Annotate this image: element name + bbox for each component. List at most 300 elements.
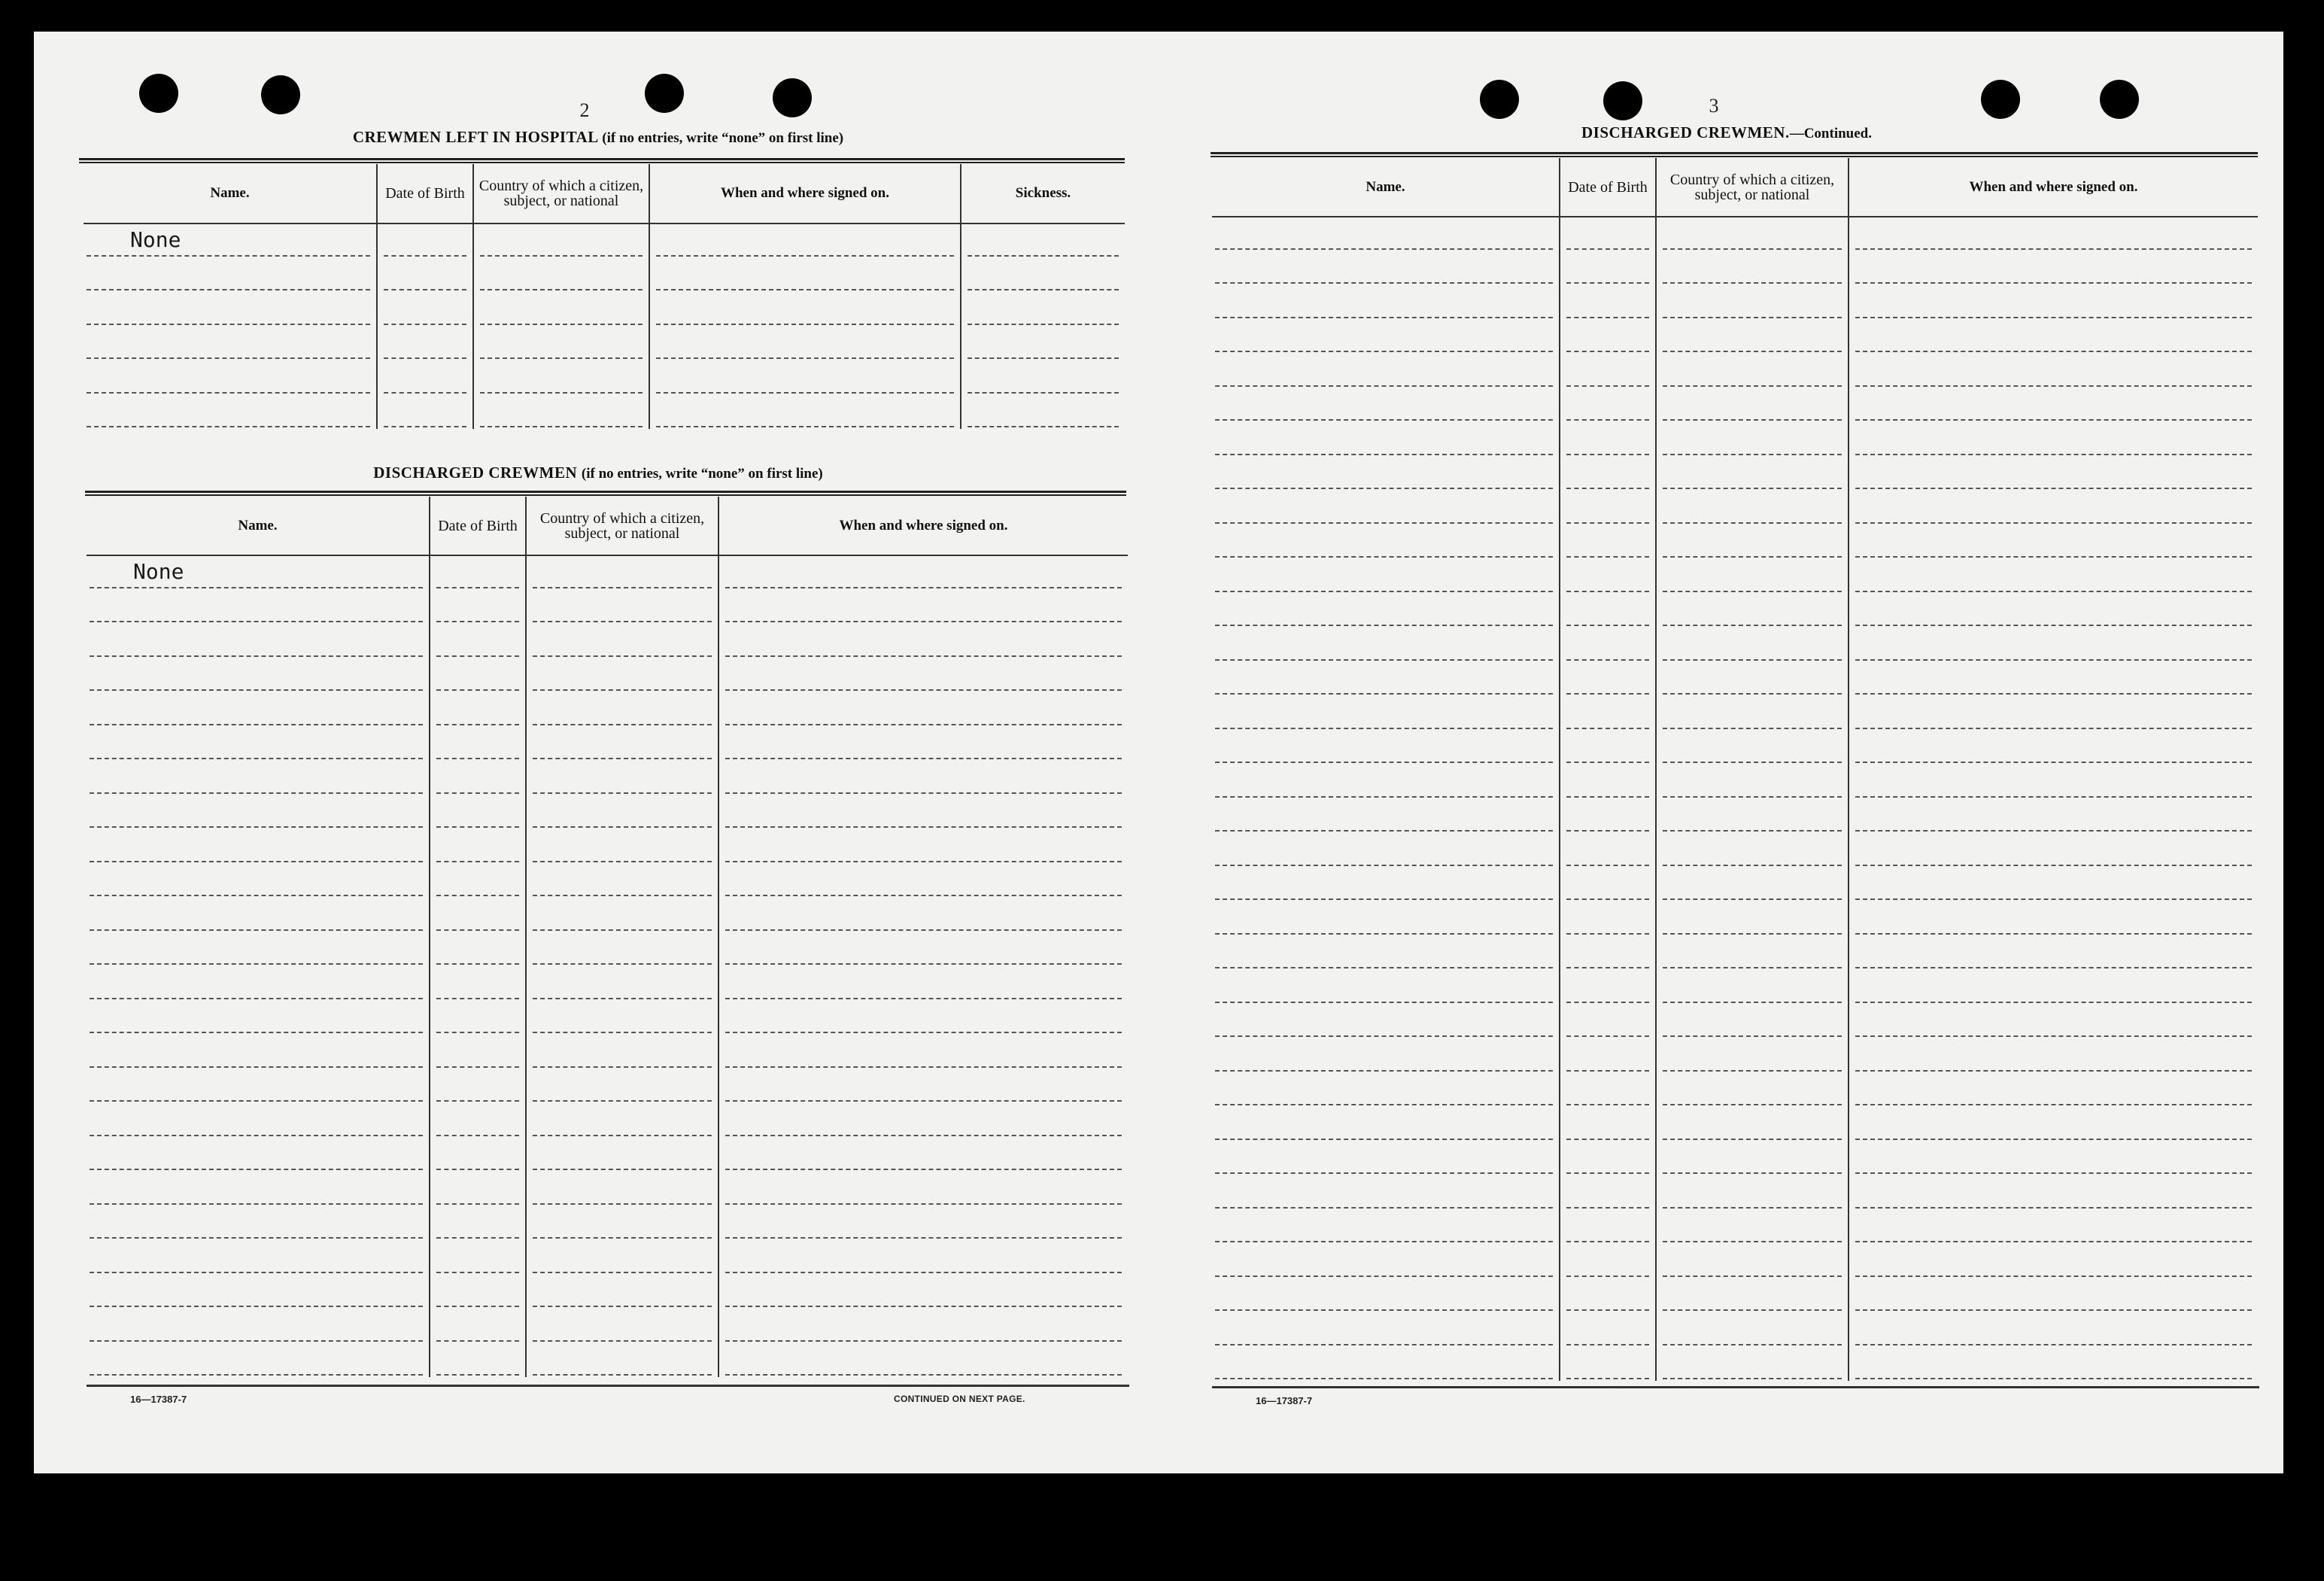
name-cell (84, 395, 377, 430)
table-cell (649, 327, 961, 361)
table-cell (649, 258, 961, 293)
col-date-of-birth: Date of Birth (1560, 158, 1656, 217)
table-row (87, 1240, 1128, 1275)
table-cell (649, 292, 961, 327)
name-cell (1212, 285, 1560, 320)
table-row (1212, 1278, 2258, 1313)
table-cell (718, 590, 1128, 625)
section-rule (79, 158, 1125, 163)
table-cell (1849, 901, 2258, 936)
table-cell (526, 1275, 718, 1309)
table-row (1212, 731, 2258, 765)
table-row (1212, 1244, 2258, 1278)
name-cell (87, 692, 430, 727)
table-cell (961, 327, 1125, 361)
punch-hole (1603, 81, 1642, 120)
table-cell (1656, 1312, 1849, 1347)
table-cell (1849, 1278, 2258, 1313)
name-cell (1212, 1175, 1560, 1210)
table-row (1212, 559, 2258, 594)
table-row (84, 360, 1125, 395)
table-cell (1560, 388, 1656, 423)
table-cell (1560, 1210, 1656, 1245)
table-cell (526, 1069, 718, 1104)
table-cell (1656, 388, 1849, 423)
table-row (87, 1138, 1128, 1172)
table-row (1212, 970, 2258, 1005)
table-cell (1656, 457, 1849, 491)
table-cell (430, 966, 526, 1001)
table-cell (526, 1172, 718, 1206)
name-cell (87, 1275, 430, 1309)
table-cell (1656, 1175, 1849, 1210)
name-cell (1212, 388, 1560, 423)
table-cell (961, 395, 1125, 430)
name-cell (87, 1001, 430, 1035)
table-cell (526, 1206, 718, 1241)
table-cell (1656, 731, 1849, 765)
name-cell (1212, 1312, 1560, 1347)
table-row (84, 395, 1125, 430)
table-row (87, 1103, 1128, 1138)
table-cell (718, 1240, 1128, 1275)
table-cell (377, 292, 473, 327)
first-line-entry: None (130, 227, 181, 252)
table-cell (1849, 1210, 2258, 1245)
name-cell (1212, 731, 1560, 765)
table-cell (1560, 936, 1656, 971)
name-cell (1212, 491, 1560, 525)
table-cell (718, 727, 1128, 762)
table-cell (718, 692, 1128, 727)
table-row (1212, 1107, 2258, 1142)
table-cell (1849, 868, 2258, 902)
table-cell (1560, 970, 1656, 1005)
discharged-title-main: DISCHARGED CREWMEN (373, 464, 578, 482)
table-row (1212, 1142, 2258, 1176)
table-cell (377, 360, 473, 395)
table-cell (1560, 217, 1656, 251)
table-cell (1849, 1312, 2258, 1347)
table-cell (1849, 491, 2258, 525)
table-row (1212, 868, 2258, 902)
table-row (1212, 936, 2258, 971)
table-cell (1849, 1038, 2258, 1073)
table-cell (1849, 731, 2258, 765)
name-cell (87, 1069, 430, 1104)
table-cell (430, 1103, 526, 1138)
table-row (1212, 1210, 2258, 1245)
name-cell (87, 727, 430, 762)
table-cell (526, 555, 718, 590)
punch-hole (645, 74, 684, 113)
table-cell (1849, 1175, 2258, 1210)
section-rule (1211, 152, 2258, 157)
table-cell (1656, 251, 1849, 286)
table-cell (430, 1138, 526, 1172)
table-cell (1656, 970, 1849, 1005)
table-row (1212, 1175, 2258, 1210)
table-cell (1560, 285, 1656, 320)
name-cell (1212, 662, 1560, 697)
table-cell (1560, 1347, 1656, 1382)
page-number: 3 (1709, 95, 1719, 117)
col-sickness: Sickness. (961, 164, 1125, 223)
table-cell (649, 360, 961, 395)
table-row (1212, 388, 2258, 423)
table-cell (1656, 765, 1849, 799)
name-cell (87, 1172, 430, 1206)
table-row (1212, 422, 2258, 457)
table-row (1212, 217, 2258, 251)
name-cell (84, 223, 377, 258)
form-code: 16—17387-7 (130, 1394, 187, 1405)
table-cell (718, 966, 1128, 1001)
name-cell (1212, 696, 1560, 731)
table-cell (473, 258, 649, 293)
name-cell (1212, 1244, 1560, 1278)
name-cell (87, 1035, 430, 1069)
table-cell (1656, 559, 1849, 594)
table-cell (1849, 559, 2258, 594)
col-date-of-birth: Date of Birth (430, 497, 526, 555)
table-row (87, 1309, 1128, 1343)
name-cell (84, 327, 377, 361)
punch-hole (1480, 80, 1519, 119)
table-row (1212, 1312, 2258, 1347)
table-row (1212, 491, 2258, 525)
table-cell (1849, 628, 2258, 662)
table-cell (1560, 1142, 1656, 1176)
bottom-rule (87, 1385, 1129, 1387)
table-row (87, 761, 1128, 795)
table-cell (1656, 594, 1849, 628)
name-cell (1212, 901, 1560, 936)
table-row (1212, 799, 2258, 834)
table-cell (526, 795, 718, 830)
table-cell (526, 727, 718, 762)
name-cell (1212, 354, 1560, 388)
table-cell (526, 590, 718, 625)
discharged-section-title (34, 464, 1162, 482)
table-cell (1849, 936, 2258, 971)
table-row (84, 327, 1125, 361)
name-cell (1212, 217, 1560, 251)
table-cell (430, 1240, 526, 1275)
punch-hole (1981, 80, 2020, 119)
table-row (1212, 696, 2258, 731)
col-name: Name. (84, 164, 377, 223)
table-row (1212, 354, 2258, 388)
col-name: Name. (87, 497, 430, 555)
name-cell (87, 624, 430, 658)
discharged-continued-title-suffix: —Continued. (1789, 126, 1872, 141)
table-row (1212, 833, 2258, 868)
table-cell (1849, 1142, 2258, 1176)
name-cell (87, 898, 430, 932)
table-cell (473, 292, 649, 327)
table-cell (718, 1343, 1128, 1378)
name-cell (87, 590, 430, 625)
table-cell (1656, 285, 1849, 320)
table-cell (473, 360, 649, 395)
name-cell (1212, 251, 1560, 286)
punch-hole (2100, 80, 2139, 119)
table-cell (430, 1069, 526, 1104)
name-cell (87, 966, 430, 1001)
discharged-continued-table (1212, 158, 2258, 1381)
table-cell (1656, 1038, 1849, 1073)
table-cell (1560, 1244, 1656, 1278)
name-cell (1212, 1142, 1560, 1176)
right-page (1170, 32, 2283, 1473)
table-row (87, 555, 1128, 590)
table-cell (526, 1240, 718, 1275)
table-row (87, 1069, 1128, 1104)
col-date-of-birth: Date of Birth (377, 164, 473, 223)
table-cell (1560, 1312, 1656, 1347)
table-cell (1656, 696, 1849, 731)
table-cell (1560, 1278, 1656, 1313)
table-cell (526, 1035, 718, 1069)
table-row (87, 1172, 1128, 1206)
discharged-continued-title (1290, 123, 2163, 142)
table-cell (1560, 1175, 1656, 1210)
table-cell (1560, 901, 1656, 936)
table-cell (718, 795, 1128, 830)
table-cell (1656, 628, 1849, 662)
table-row (1212, 628, 2258, 662)
name-cell (87, 1103, 430, 1138)
table-row (87, 795, 1128, 830)
table-row (1212, 285, 2258, 320)
table-cell (526, 658, 718, 693)
table-cell (1560, 1073, 1656, 1108)
table-cell (1849, 1347, 2258, 1382)
name-cell (87, 829, 430, 864)
table-cell (1656, 491, 1849, 525)
table-cell (1849, 354, 2258, 388)
table-cell (1560, 833, 1656, 868)
table-cell (718, 1001, 1128, 1035)
table-row (87, 1001, 1128, 1035)
table-cell (1656, 1142, 1849, 1176)
table-cell (1656, 422, 1849, 457)
table-cell (1849, 1244, 2258, 1278)
table-cell (718, 1035, 1128, 1069)
table-cell (526, 1343, 718, 1378)
table-cell (718, 624, 1128, 658)
table-cell (1656, 1347, 1849, 1382)
table-cell (718, 761, 1128, 795)
table-cell (1560, 251, 1656, 286)
table-row (87, 658, 1128, 693)
table-row (84, 258, 1125, 293)
table-cell (1560, 1005, 1656, 1039)
name-cell (87, 932, 430, 967)
name-cell (1212, 525, 1560, 560)
table-cell (718, 932, 1128, 967)
table-row (1212, 901, 2258, 936)
table-cell (1656, 1107, 1849, 1142)
table-cell (961, 223, 1125, 258)
name-cell (1212, 422, 1560, 457)
name-cell (1212, 628, 1560, 662)
table-cell (430, 898, 526, 932)
name-cell (1212, 868, 1560, 902)
table-cell (1560, 559, 1656, 594)
table-row (87, 932, 1128, 967)
table-cell (1560, 525, 1656, 560)
punch-hole (139, 74, 178, 113)
table-row (87, 692, 1128, 727)
name-cell (1212, 1073, 1560, 1108)
table-cell (1560, 628, 1656, 662)
table-cell (718, 555, 1128, 590)
col-signed-on: When and where signed on. (1849, 158, 2258, 217)
col-country: Country of which a citizen, subject, or national (473, 164, 649, 223)
table-cell (526, 932, 718, 967)
table-cell (718, 898, 1128, 932)
table-row (87, 1275, 1128, 1309)
table-row (1212, 662, 2258, 697)
table-cell (718, 658, 1128, 693)
table-cell (1656, 662, 1849, 697)
table-cell (1656, 1278, 1849, 1313)
table-cell (430, 727, 526, 762)
table-row (87, 624, 1128, 658)
name-cell (1212, 970, 1560, 1005)
name-cell (1212, 457, 1560, 491)
name-cell (87, 1309, 430, 1343)
table-row (1212, 1038, 2258, 1073)
table-cell (718, 1103, 1128, 1138)
table-cell (526, 966, 718, 1001)
punch-hole (773, 78, 812, 117)
name-cell (87, 795, 430, 830)
table-cell (1656, 833, 1849, 868)
name-cell (1212, 594, 1560, 628)
table-cell (526, 1001, 718, 1035)
table-cell (1656, 1005, 1849, 1039)
table-cell (430, 864, 526, 898)
name-cell (84, 258, 377, 293)
table-cell (1849, 1107, 2258, 1142)
table-cell (1849, 662, 2258, 697)
continued-note: CONTINUED ON NEXT PAGE. (894, 1394, 1025, 1404)
table-row (87, 1206, 1128, 1241)
table-cell (430, 795, 526, 830)
first-line-entry: None (133, 558, 184, 584)
table-row (87, 864, 1128, 898)
table-cell (377, 395, 473, 430)
name-cell (1212, 1278, 1560, 1313)
table-row (87, 966, 1128, 1001)
table-row (87, 829, 1128, 864)
table-cell (1656, 901, 1849, 936)
name-cell (1212, 936, 1560, 971)
table-cell (430, 1309, 526, 1343)
table-row (87, 1035, 1128, 1069)
table-cell (1656, 354, 1849, 388)
table-cell (718, 1172, 1128, 1206)
discharged-title-note: (if no entries, write “none” on first line) (581, 466, 823, 482)
table-cell (1849, 970, 2258, 1005)
name-cell (1212, 833, 1560, 868)
hospital-title-note: (if no entries, write “none” on first line) (602, 130, 844, 146)
table-cell (526, 829, 718, 864)
table-row (87, 727, 1128, 762)
table-cell (526, 1103, 718, 1138)
table-cell (377, 223, 473, 258)
table-cell (430, 555, 526, 590)
table-cell (1849, 594, 2258, 628)
table-cell (1656, 1210, 1849, 1245)
hospital-table (84, 164, 1125, 429)
name-cell (87, 761, 430, 795)
table-cell (1849, 217, 2258, 251)
table-cell (718, 1138, 1128, 1172)
name-cell (87, 658, 430, 693)
name-cell (1212, 1107, 1560, 1142)
table-row (1212, 457, 2258, 491)
table-cell (1849, 765, 2258, 799)
table-cell (1560, 1107, 1656, 1142)
table-row (1212, 1005, 2258, 1039)
name-cell (87, 1240, 430, 1275)
table-cell (430, 1206, 526, 1241)
name-cell (84, 360, 377, 395)
hospital-section-title (34, 128, 1162, 147)
table-cell (1656, 1073, 1849, 1108)
col-signed-on: When and where signed on. (718, 497, 1128, 555)
table-row (1212, 525, 2258, 560)
name-cell (87, 864, 430, 898)
name-cell (1212, 799, 1560, 834)
table-cell (649, 395, 961, 430)
table-cell (1849, 251, 2258, 286)
table-cell (718, 1069, 1128, 1104)
table-cell (430, 658, 526, 693)
discharged-continued-title-main: DISCHARGED CREWMEN. (1581, 123, 1790, 141)
table-row (1212, 594, 2258, 628)
table-cell (526, 1138, 718, 1172)
bottom-rule (1212, 1386, 2259, 1388)
table-cell (1849, 320, 2258, 354)
table-row (87, 1343, 1128, 1378)
table-cell (718, 1206, 1128, 1241)
table-cell (473, 395, 649, 430)
table-cell (718, 1309, 1128, 1343)
table-cell (1656, 1244, 1849, 1278)
name-cell (1212, 1005, 1560, 1039)
name-cell (84, 292, 377, 327)
section-rule (85, 491, 1126, 496)
table-cell (473, 327, 649, 361)
table-cell (1849, 388, 2258, 423)
page-number: 2 (579, 99, 590, 121)
table-cell (961, 360, 1125, 395)
table-cell (526, 898, 718, 932)
table-cell (1560, 696, 1656, 731)
table-cell (430, 829, 526, 864)
table-cell (1656, 868, 1849, 902)
punch-hole (261, 75, 300, 114)
name-cell (87, 1343, 430, 1378)
table-cell (1849, 799, 2258, 834)
table-cell (473, 223, 649, 258)
col-signed-on: When and where signed on. (649, 164, 961, 223)
